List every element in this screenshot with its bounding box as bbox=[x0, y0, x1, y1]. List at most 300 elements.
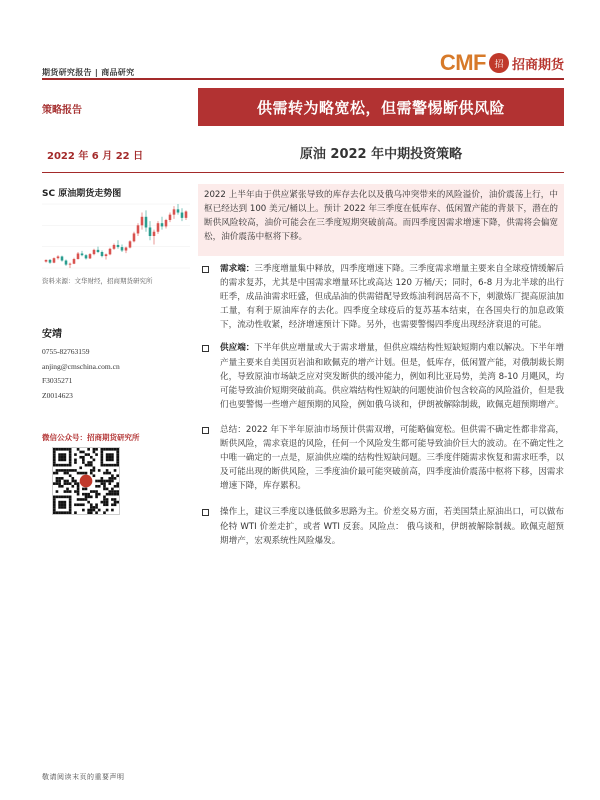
qr-module bbox=[95, 448, 98, 451]
qr-module bbox=[93, 469, 96, 472]
qr-finder-module bbox=[106, 448, 109, 451]
qr-finder-module bbox=[69, 448, 72, 451]
qr-module bbox=[61, 477, 64, 480]
qr-finder-module bbox=[116, 448, 119, 451]
wechat-label: 微信公众号：招商期货研究所 bbox=[42, 433, 140, 442]
qr-module bbox=[98, 485, 101, 488]
qr-module bbox=[108, 472, 111, 475]
qr-module bbox=[95, 503, 98, 506]
qr-finder-module bbox=[108, 459, 111, 462]
qr-module bbox=[90, 511, 93, 514]
candle-body bbox=[137, 225, 140, 233]
qr-module bbox=[56, 477, 59, 480]
bullet-text: 操作上，建议三季度以逢低做多思路为主。价差交易方面，若美国禁止原油出口，可以做布伦特 WTI 价差走扩，或者 WTI 反套。风险点： 俄乌谈和，伊朗被解除制裁。欧佩克超预期增产，宏观系统性风险爆发。 bbox=[220, 507, 564, 546]
author-contacts bbox=[42, 345, 120, 403]
qr-module bbox=[87, 496, 90, 499]
qr-module bbox=[74, 482, 77, 485]
qr-module bbox=[106, 501, 109, 504]
qr-module bbox=[77, 493, 80, 496]
qr-finder-module bbox=[61, 496, 64, 499]
qr-finder-module bbox=[61, 459, 64, 462]
qr-module bbox=[53, 472, 56, 475]
qr-module bbox=[93, 490, 96, 493]
wechat-qr-code bbox=[52, 447, 120, 515]
qr-finder-module bbox=[116, 451, 119, 454]
qr-module bbox=[82, 461, 85, 464]
qr-module bbox=[95, 480, 98, 483]
qr-module bbox=[77, 448, 80, 451]
author-name: 安靖 bbox=[42, 329, 62, 340]
bullet-list bbox=[198, 262, 564, 548]
qr-finder-module bbox=[69, 453, 72, 456]
qr-module bbox=[114, 477, 117, 480]
qr-module bbox=[77, 482, 80, 485]
qr-finder-module bbox=[64, 456, 67, 459]
qr-module bbox=[56, 472, 59, 475]
qr-finder-module bbox=[69, 461, 72, 464]
qr-module bbox=[79, 456, 82, 459]
qr-module bbox=[87, 509, 90, 512]
qr-module bbox=[87, 461, 90, 464]
qr-module bbox=[74, 503, 77, 506]
candle-body bbox=[181, 213, 184, 218]
qr-finder-module bbox=[69, 496, 72, 499]
qr-finder-module bbox=[61, 453, 64, 456]
qr-finder-module bbox=[61, 506, 64, 509]
qr-finder-module bbox=[61, 456, 64, 459]
candle-body bbox=[109, 249, 112, 255]
qr-module bbox=[108, 482, 111, 485]
qr-finder-module bbox=[64, 501, 67, 504]
bullet-summary bbox=[198, 423, 564, 493]
qr-module bbox=[56, 482, 59, 485]
qr-finder-module bbox=[56, 496, 59, 499]
candle-body bbox=[101, 252, 104, 256]
qr-finder-module bbox=[69, 456, 72, 459]
report-subtitle: 原油 2022 年中期投资策略 bbox=[299, 147, 463, 162]
qr-finder-module bbox=[53, 501, 56, 504]
qr-finder-module bbox=[108, 456, 111, 459]
qr-module bbox=[111, 490, 114, 493]
qr-module bbox=[111, 493, 114, 496]
qr-finder-module bbox=[116, 464, 119, 467]
qr-finder-module bbox=[58, 496, 61, 499]
qr-module bbox=[74, 480, 77, 483]
qr-module bbox=[116, 474, 119, 477]
qr-finder-module bbox=[106, 456, 109, 459]
qr-module bbox=[71, 480, 74, 483]
qr-module bbox=[56, 469, 59, 472]
qr-finder-module bbox=[58, 453, 61, 456]
qr-module bbox=[87, 453, 90, 456]
qr-finder-module bbox=[101, 461, 104, 464]
qr-module bbox=[101, 477, 104, 480]
qr-module bbox=[103, 480, 106, 483]
qr-module bbox=[98, 480, 101, 483]
qr-module bbox=[66, 488, 69, 491]
qr-module bbox=[82, 451, 85, 454]
qr-finder-module bbox=[53, 511, 56, 514]
qr-module bbox=[69, 490, 72, 493]
contact-license-f: F3035271 bbox=[42, 376, 73, 385]
qr-finder-module bbox=[114, 464, 117, 467]
qr-module bbox=[87, 511, 90, 514]
qr-finder-module bbox=[111, 448, 114, 451]
candle-body bbox=[157, 223, 160, 232]
qr-module bbox=[90, 496, 93, 499]
bullet-lead: 需求端： bbox=[220, 264, 255, 274]
contact-email[interactable]: anjing@cmschina.com.cn bbox=[42, 361, 120, 371]
qr-module bbox=[79, 498, 82, 501]
candle-body bbox=[69, 264, 72, 265]
qr-finder-module bbox=[64, 503, 67, 506]
candle-body bbox=[153, 232, 156, 236]
qr-finder-module bbox=[58, 511, 61, 514]
qr-module bbox=[93, 451, 96, 454]
qr-module bbox=[74, 461, 77, 464]
qr-module bbox=[56, 490, 59, 493]
qr-module bbox=[56, 480, 59, 483]
qr-finder-module bbox=[108, 453, 111, 456]
qr-module bbox=[116, 493, 119, 496]
qr-module bbox=[53, 482, 56, 485]
qr-module bbox=[116, 485, 119, 488]
qr-module bbox=[114, 503, 117, 506]
qr-module bbox=[90, 490, 93, 493]
qr-finder-module bbox=[101, 453, 104, 456]
checkbox-icon bbox=[202, 509, 209, 516]
qr-module bbox=[66, 482, 69, 485]
qr-module bbox=[103, 498, 106, 501]
candle-body bbox=[97, 250, 100, 252]
qr-finder-module bbox=[69, 503, 72, 506]
qr-module bbox=[103, 511, 106, 514]
qr-module bbox=[90, 469, 93, 472]
candle-body bbox=[125, 248, 128, 251]
qr-finder-module bbox=[116, 456, 119, 459]
qr-finder-module bbox=[64, 511, 67, 514]
qr-finder-module bbox=[101, 464, 104, 467]
qr-finder-module bbox=[58, 503, 61, 506]
qr-module bbox=[85, 498, 88, 501]
qr-finder-module bbox=[101, 451, 104, 454]
qr-module bbox=[79, 503, 82, 506]
candle-body bbox=[145, 217, 148, 228]
qr-module bbox=[111, 474, 114, 477]
qr-module bbox=[111, 503, 114, 506]
qr-module bbox=[74, 469, 77, 472]
qr-module bbox=[114, 485, 117, 488]
candle-body bbox=[65, 261, 68, 265]
qr-module bbox=[116, 490, 119, 493]
summary-box: 2022 上半年由于供应紧张导致的库存去化以及俄乌冲突带来的风险溢价，油价震荡上行，中枢已经达到 100 美元/桶以上。预计 2022 年三季度在低库存、低闲置产能的背景下，潜在的断供风险较高，油价可能会在三季度短期突破前高。而四季度因需求增速下降，供需将会偏宽松，油价震荡中枢将下移。 bbox=[198, 184, 564, 256]
qr-finder-module bbox=[69, 509, 72, 512]
qr-finder-module bbox=[61, 448, 64, 451]
qr-module bbox=[111, 477, 114, 480]
disclaimer-footer: 敬请阅读末页的重要声明 bbox=[42, 773, 125, 781]
qr-module bbox=[106, 503, 109, 506]
qr-module bbox=[64, 469, 67, 472]
qr-finder-module bbox=[58, 456, 61, 459]
qr-module bbox=[64, 480, 67, 483]
sc-crude-candlestick-chart bbox=[42, 200, 190, 272]
candle-body bbox=[93, 250, 96, 254]
qr-module bbox=[77, 490, 80, 493]
qr-finder-module bbox=[53, 498, 56, 501]
qr-module bbox=[61, 469, 64, 472]
logo-badge-icon: 招 bbox=[489, 53, 509, 73]
qr-finder-module bbox=[108, 448, 111, 451]
qr-finder-module bbox=[69, 464, 72, 467]
qr-finder-module bbox=[64, 448, 67, 451]
qr-module bbox=[71, 485, 74, 488]
qr-module bbox=[101, 482, 104, 485]
qr-module bbox=[103, 496, 106, 499]
bullet-operation bbox=[198, 505, 564, 547]
qr-module bbox=[77, 485, 80, 488]
qr-module bbox=[93, 448, 96, 451]
candle-body bbox=[133, 233, 136, 241]
qr-module bbox=[69, 474, 72, 477]
qr-finder-module bbox=[116, 459, 119, 462]
qr-finder-module bbox=[116, 461, 119, 464]
candle-body bbox=[73, 259, 76, 264]
qr-module bbox=[90, 464, 93, 467]
qr-module bbox=[111, 509, 114, 512]
qr-finder-module bbox=[116, 453, 119, 456]
candle-body bbox=[169, 215, 172, 220]
bullet-text: 三季度增量集中释放，四季度增速下降。三季度需求增量主要来自全球疫情缓解后的需求复苏，尤其是中国需求增量环比或高达 120 万桶/天；同时，6-8 月为北半球的出行旺季，成品油需求旺盛，但成品油的供需错配导致炼油利润居高不下，刺激炼厂提高原油加工量，有利于原油库存的去化。四季度全球疫后的复苏基本结束，在各国央行的加息政策下，流动性收紧，经济增速预计下降。另外，也需要警惕四季度出现经济衰退的可能。 bbox=[220, 264, 564, 331]
qr-module bbox=[116, 501, 119, 504]
candle-body bbox=[61, 256, 64, 260]
qr-finder-module bbox=[101, 448, 104, 451]
qr-module bbox=[90, 503, 93, 506]
qr-module bbox=[87, 493, 90, 496]
qr-module bbox=[79, 451, 82, 454]
qr-module bbox=[101, 501, 104, 504]
qr-finder-module bbox=[53, 459, 56, 462]
logo-latin: CMF bbox=[439, 50, 486, 75]
qr-finder-module bbox=[61, 511, 64, 514]
qr-module bbox=[90, 472, 93, 475]
qr-module bbox=[85, 453, 88, 456]
candle-body bbox=[113, 245, 116, 249]
qr-module bbox=[66, 472, 69, 475]
qr-module bbox=[98, 493, 101, 496]
qr-finder-module bbox=[64, 496, 67, 499]
qr-module bbox=[108, 477, 111, 480]
subtitle-divider bbox=[42, 172, 564, 173]
candle-body bbox=[81, 253, 84, 255]
candle-body bbox=[173, 209, 176, 214]
bullet-supply bbox=[198, 341, 564, 411]
qr-finder-module bbox=[56, 448, 59, 451]
qr-finder-module bbox=[56, 511, 59, 514]
qr-finder-module bbox=[106, 453, 109, 456]
qr-module bbox=[82, 493, 85, 496]
qr-finder-module bbox=[53, 506, 56, 509]
qr-finder-module bbox=[66, 448, 69, 451]
qr-module bbox=[77, 498, 80, 501]
checkbox-icon bbox=[202, 266, 209, 273]
company-logo bbox=[440, 50, 564, 76]
qr-module bbox=[85, 493, 88, 496]
qr-module bbox=[58, 485, 61, 488]
qr-finder-module bbox=[66, 464, 69, 467]
qr-finder-module bbox=[58, 459, 61, 462]
qr-finder-module bbox=[64, 459, 67, 462]
qr-module bbox=[95, 511, 98, 514]
qr-module bbox=[106, 480, 109, 483]
qr-module bbox=[71, 469, 74, 472]
qr-module bbox=[77, 488, 80, 491]
qr-module bbox=[111, 488, 114, 491]
qr-finder-module bbox=[53, 451, 56, 454]
qr-module bbox=[82, 509, 85, 512]
qr-module bbox=[82, 503, 85, 506]
qr-module bbox=[85, 488, 88, 491]
qr-module bbox=[77, 472, 80, 475]
qr-module bbox=[82, 498, 85, 501]
qr-finder-module bbox=[56, 464, 59, 467]
qr-module bbox=[108, 490, 111, 493]
qr-module bbox=[106, 493, 109, 496]
bullet-text: 下半年供应增量或大于需求增量，但供应端结构性短缺短期内难以解决。下半年增产量主要来自美国页岩油和欧佩克的增产计划。但是，低库存，低闲置产能，对俄制裁长期化，导致原油市场缺乏应对突发断供的缓冲能力，例如利比亚局势，美湾 8-10 月飓风，均可能导致油价短期突破前高。供应端结构性短缺的问题使油价包含较高的风险溢价，但是我们也要警惕一些增产超预期的风险，例如俄乌谈和，伊朗被解除制裁，欧佩克超预期增产。 bbox=[220, 343, 564, 410]
qr-module bbox=[95, 493, 98, 496]
qr-module bbox=[103, 472, 106, 475]
bullet-text: 总结：2022 年下半年原油市场预计供需双增，可能略偏宽松。但供需不确定性都非常高，断供风险，需求衰退的风险，任何一个风险发生都可能导致油价巨大的波动。在不确定性之中唯一确定的一点是，原油供应端的结构性短缺问题。三季度伴随需求恢复和需求旺季，以及可能出现的断供风险，三季度油价最可能突破前高，四季度油价震荡中枢将下移，因需求增速下降，库存累积。 bbox=[220, 424, 564, 492]
qr-module bbox=[106, 472, 109, 475]
qr-finder-module bbox=[111, 464, 114, 467]
qr-module bbox=[58, 480, 61, 483]
candle-body bbox=[49, 260, 52, 263]
candle-body bbox=[77, 253, 80, 259]
qr-module bbox=[114, 501, 117, 504]
qr-module bbox=[58, 482, 61, 485]
qr-module bbox=[79, 472, 82, 475]
qr-module bbox=[114, 490, 117, 493]
candle-body bbox=[129, 241, 132, 247]
qr-finder-module bbox=[53, 448, 56, 451]
candle-body bbox=[57, 256, 60, 258]
bullet-lead: 供应端： bbox=[220, 343, 255, 354]
qr-finder-module bbox=[64, 464, 67, 467]
qr-module bbox=[74, 459, 77, 462]
qr-finder-module bbox=[53, 503, 56, 506]
qr-module bbox=[85, 496, 88, 499]
qr-module bbox=[95, 490, 98, 493]
qr-finder-module bbox=[53, 453, 56, 456]
qr-module bbox=[66, 480, 69, 483]
qr-finder-module bbox=[103, 448, 106, 451]
qr-finder-module bbox=[114, 448, 117, 451]
candle-body bbox=[117, 245, 120, 247]
qr-finder-module bbox=[61, 503, 64, 506]
qr-module bbox=[79, 466, 82, 469]
section-label: 策略报告 bbox=[42, 105, 82, 116]
qr-module bbox=[114, 498, 117, 501]
qr-finder-module bbox=[61, 501, 64, 504]
qr-module bbox=[93, 459, 96, 462]
candle-body bbox=[149, 227, 152, 236]
qr-module bbox=[90, 509, 93, 512]
qr-module bbox=[95, 453, 98, 456]
qr-finder-module bbox=[64, 506, 67, 509]
qr-module bbox=[66, 490, 69, 493]
candle-body bbox=[185, 211, 188, 217]
qr-module bbox=[103, 503, 106, 506]
qr-module bbox=[95, 506, 98, 509]
qr-module bbox=[114, 469, 117, 472]
contact-license-z: Z0014623 bbox=[42, 390, 73, 400]
qr-module bbox=[74, 453, 77, 456]
qr-finder-module bbox=[58, 464, 61, 467]
qr-module bbox=[98, 469, 101, 472]
qr-finder-module bbox=[69, 501, 72, 504]
report-category: 期货研究报告 | 商品研究 bbox=[42, 68, 135, 77]
chart-source: 资料来源：文华财经，招商期货研究所 bbox=[42, 277, 153, 285]
candle-body bbox=[121, 247, 124, 250]
header-divider bbox=[42, 78, 564, 80]
qr-module bbox=[106, 498, 109, 501]
candle-body bbox=[85, 255, 88, 258]
qr-finder-module bbox=[64, 453, 67, 456]
qr-module bbox=[82, 456, 85, 459]
qr-finder-module bbox=[69, 451, 72, 454]
qr-finder-module bbox=[53, 456, 56, 459]
qr-module bbox=[93, 466, 96, 469]
candle-body bbox=[177, 209, 180, 212]
qr-module bbox=[74, 511, 77, 514]
qr-module bbox=[74, 490, 77, 493]
qr-finder-module bbox=[66, 511, 69, 514]
qr-finder-module bbox=[69, 459, 72, 462]
qr-module bbox=[95, 496, 98, 499]
qr-finder-module bbox=[106, 464, 109, 467]
candle-body bbox=[165, 220, 168, 226]
qr-module bbox=[58, 469, 61, 472]
qr-module bbox=[64, 482, 67, 485]
qr-module bbox=[111, 480, 114, 483]
qr-module bbox=[106, 469, 109, 472]
qr-module bbox=[103, 501, 106, 504]
contact-phone: 0755-82763159 bbox=[42, 347, 90, 356]
qr-finder-module bbox=[53, 464, 56, 467]
qr-module bbox=[98, 509, 101, 512]
qr-finder-module bbox=[111, 459, 114, 462]
qr-module bbox=[87, 448, 90, 451]
qr-module bbox=[103, 488, 106, 491]
qr-module bbox=[58, 477, 61, 480]
qr-module bbox=[106, 509, 109, 512]
qr-module bbox=[95, 485, 98, 488]
qr-module bbox=[108, 493, 111, 496]
qr-module bbox=[87, 501, 90, 504]
qr-module bbox=[69, 469, 72, 472]
qr-finder-module bbox=[111, 456, 114, 459]
qr-module bbox=[108, 480, 111, 483]
qr-module bbox=[114, 493, 117, 496]
report-date: 2022 年 6 月 22 日 bbox=[47, 151, 144, 162]
qr-module bbox=[85, 464, 88, 467]
qr-module bbox=[106, 488, 109, 491]
qr-finder-module bbox=[103, 464, 106, 467]
qr-finder-module bbox=[53, 496, 56, 499]
qr-module bbox=[64, 490, 67, 493]
qr-finder-module bbox=[69, 498, 72, 501]
qr-finder-module bbox=[108, 464, 111, 467]
qr-finder-module bbox=[66, 496, 69, 499]
